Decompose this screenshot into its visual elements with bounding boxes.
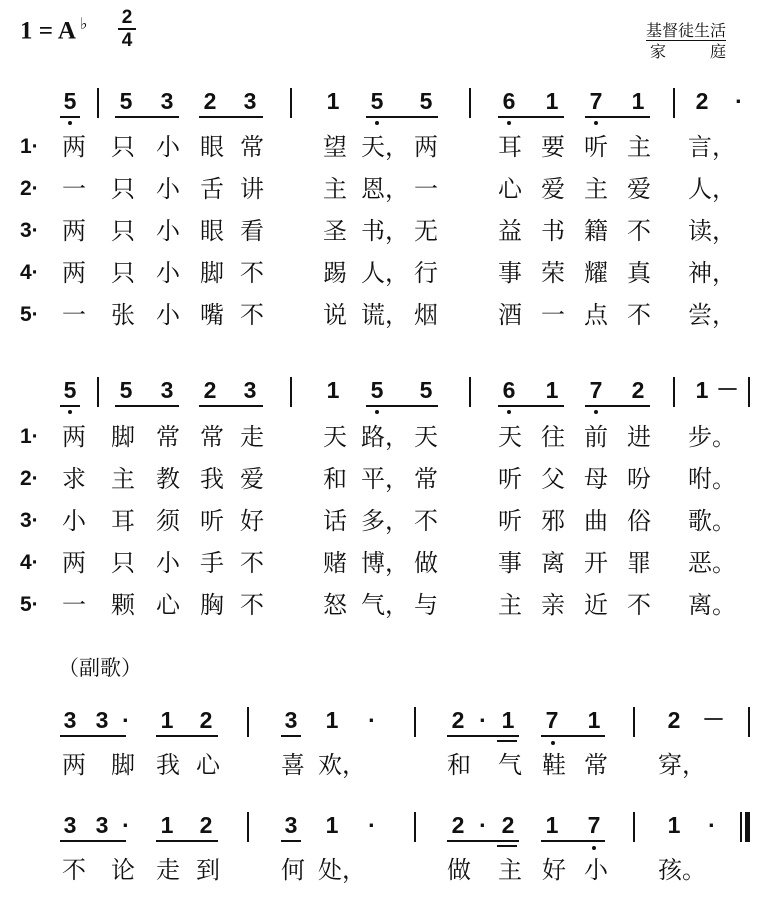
bar-line [748, 377, 750, 407]
augmentation-dot: · [122, 812, 130, 838]
note: 2 [451, 812, 465, 838]
augmentation-dot: · [708, 812, 716, 838]
song-source [606, 20, 770, 62]
note: 1 [325, 812, 339, 838]
bar-line [247, 812, 249, 842]
notation-line-1 [0, 88, 771, 126]
verse-1-line-2: 1· 两 脚 常 常 走 天 路， 天 天 往 前 进 步。 [20, 423, 736, 451]
note: 5 [419, 88, 433, 114]
note: 7 [589, 377, 603, 403]
bar-line [290, 377, 292, 407]
note: 3 [95, 707, 109, 733]
note: 2 [695, 88, 709, 114]
note: 5 [119, 88, 133, 114]
bar-line [673, 88, 675, 118]
note: 7 [589, 88, 603, 114]
chorus-notation-line-2 [0, 812, 771, 850]
note: 3 [284, 812, 298, 838]
sustain-dash: － [702, 706, 725, 732]
note: 1 [501, 707, 515, 733]
note: 1 [667, 812, 681, 838]
note: 1 [545, 812, 559, 838]
augmentation-dot: · [368, 707, 376, 733]
note: 2 [199, 812, 213, 838]
chorus-label: （副歌） [58, 656, 142, 680]
final-bar-line-thin [740, 812, 742, 842]
note: 5 [119, 377, 133, 403]
verse-4-line-2: 4· 两 只 小 手 不 赌 博， 做 事 离 开 罪 恶。 [20, 549, 736, 577]
note: 2 [203, 377, 217, 403]
augmentation-dot: · [122, 707, 130, 733]
source-category: 家庭 [649, 42, 770, 61]
note: 1 [325, 707, 339, 733]
verse-2-line-1: 2· 一 只 小 舌 讲 主 恩， 一 心 爱 主 爱 人， [20, 175, 736, 203]
note: 5 [419, 377, 433, 403]
note: 1 [545, 88, 559, 114]
note: 2 [199, 707, 213, 733]
bar-line [247, 707, 249, 737]
note: 5 [370, 377, 384, 403]
note: 1 [160, 707, 174, 733]
bar-line [673, 377, 675, 407]
bar-line [97, 88, 99, 118]
bar-line [469, 88, 471, 118]
note: 5 [63, 88, 77, 114]
note: 1 [545, 377, 559, 403]
chorus-lyrics-line-1: 两 脚 我 心 喜 欢， 和 气 鞋 常 穿， [62, 751, 706, 779]
note: 3 [63, 707, 77, 733]
note: 1 [160, 812, 174, 838]
augmentation-dot: · [479, 707, 487, 733]
final-bar-line-thick [745, 812, 750, 842]
note: 3 [243, 377, 257, 403]
note: 3 [284, 707, 298, 733]
verse-4-line-1: 4· 两 只 小 脚 不 踢 人， 行 事 荣 耀 真 神， [20, 259, 736, 287]
note: 1 [631, 88, 645, 114]
note: 3 [160, 377, 174, 403]
note: 2 [451, 707, 465, 733]
note: 5 [63, 377, 77, 403]
verse-5-line-2: 5· 一 颗 心 胸 不 怒 气， 与 主 亲 近 不 离。 [20, 591, 736, 619]
note: 2 [631, 377, 645, 403]
bar-line [469, 377, 471, 407]
augmentation-dot: · [368, 812, 376, 838]
flat-symbol-icon: ♭ [79, 16, 88, 33]
note: 2 [667, 707, 681, 733]
augmentation-dot: · [479, 812, 487, 838]
note: 3 [243, 88, 257, 114]
bar-line [414, 707, 416, 737]
verse-3-line-2: 3· 小 耳 须 听 好 话 多， 不 听 邪 曲 俗 歌。 [20, 507, 736, 535]
note: 3 [63, 812, 77, 838]
bar-line [414, 812, 416, 842]
note: 5 [370, 88, 384, 114]
note: 1 [695, 377, 709, 403]
note: 1 [326, 377, 340, 403]
bar-line [633, 707, 635, 737]
note: 7 [545, 707, 559, 733]
note: 6 [502, 88, 516, 114]
chorus-lyrics-line-2: 不 论 走 到 何 处， 做 主 好 小 孩。 [62, 856, 706, 884]
note: 7 [587, 812, 601, 838]
note: 1 [326, 88, 340, 114]
verse-1-line-1: 1· 两 只 小 眼 常 望 天， 两 耳 要 听 主 言， [20, 133, 736, 161]
note: 2 [501, 812, 515, 838]
time-signature: 2 4 [118, 8, 136, 50]
verse-5-line-1: 5· 一 张 小 嘴 不 说 谎， 烟 酒 一 点 不 尝， [20, 301, 736, 329]
bar-line [748, 707, 750, 737]
key-signature: 1 = A ♭ [20, 16, 88, 45]
augmentation-dot: · [735, 88, 743, 114]
bar-line [290, 88, 292, 118]
chorus-notation-line-1 [0, 707, 771, 745]
bar-line [633, 812, 635, 842]
note: 1 [587, 707, 601, 733]
note: 6 [502, 377, 516, 403]
notation-line-2 [0, 377, 771, 415]
bar-line [97, 377, 99, 407]
note: 3 [160, 88, 174, 114]
verse-3-line-1: 3· 两 只 小 眼 看 圣 书， 无 益 书 籍 不 读， [20, 217, 736, 245]
verse-2-line-2: 2· 求 主 教 我 爱 和 平， 常 听 父 母 吩 咐。 [20, 465, 736, 493]
sustain-dash: － [716, 376, 739, 402]
note: 3 [95, 812, 109, 838]
source-title: 基督徒生活 [645, 21, 726, 40]
note: 2 [203, 88, 217, 114]
